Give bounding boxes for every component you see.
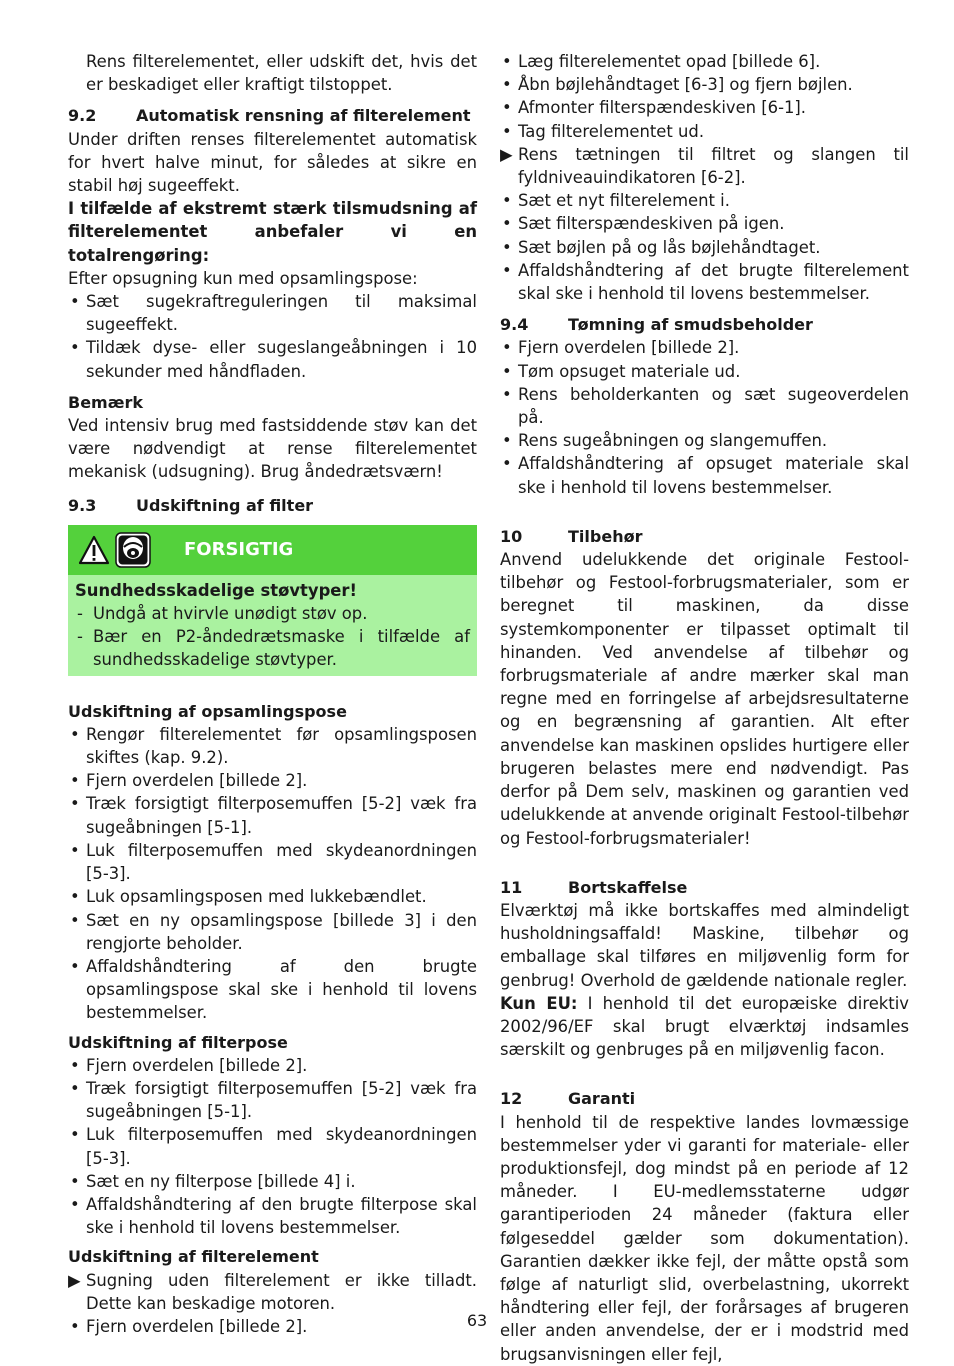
section-number: 12: [500, 1089, 523, 1109]
section-11-heading: [500, 876, 909, 899]
list-item: • Fjern overdelen [billede 2].: [68, 769, 477, 792]
caution-body: [68, 575, 477, 676]
section-title: Tilbehør: [568, 526, 643, 546]
section-title: Tømning af smudsbeholder: [568, 315, 813, 335]
arrow-item-text: Rens tætningen til filtret og slangen til fyldniveauindikatoren [6-2].: [518, 144, 909, 188]
note-paragraph: Ved intensiv brug med fastsiddende støv kan det være nødvendigt at rense filterelementet mekanisk (udsugning). Brug åndedrætsværn!: [68, 416, 477, 482]
section-11-eu-paragraph: [500, 992, 909, 1062]
section-9-3-heading: [68, 494, 477, 517]
list-item: • Sæt bøjlen på og lås bøjlehåndtaget.: [500, 236, 909, 259]
section-10-paragraph: Anvend udelukkende det originale Festool-tilbehør og Festool-forbrugsmaterialer, som er beregnet til maskinen, da disse systemkomponenter er tilpasset optimalt til hinanden. Ved anvendelse af tilbehør og forbrugsmateriale af andre mærker skal man regne med en forringelse af arbejdsresultaterne og en begrænsning af garantien. Alt efter anvendelse kan maskinen opslides hurtigere eller brugeren belastes mere end nødvendigt. Pas derfor på Dem selv, maskinen og garantien ved udelukkende at anvende originalt Festool-tilbehør og Festool-forbrugsmaterialer!: [500, 550, 909, 848]
list-item: • Tøm opsuget materiale ud.: [500, 360, 909, 383]
list-item: • Sæt filterspændeskiven på igen.: [500, 212, 909, 235]
caution-icons: [78, 531, 152, 569]
list-item: • Luk filterposemuffen med skydeanordningen [5-3].: [68, 1123, 477, 1169]
list-item: • Rengør filterelementet før opsamlingsposen skiftes (kap. 9.2).: [68, 723, 477, 769]
section-title: Bortskaffelse: [568, 877, 688, 897]
caution-label: FORSIGTIG: [184, 539, 294, 561]
eu-label: Kun EU:: [500, 993, 578, 1013]
arrow-item: [68, 1269, 477, 1315]
respirator-mask-icon: [114, 531, 152, 569]
caution-heading: Sundhedsskadelige støvtyper!: [75, 580, 357, 600]
list-item: • Sæt en ny filterpose [billede 4] i.: [68, 1170, 477, 1193]
intro-paragraph: Rens filterelementet, eller udskift det, hvis det er beskadiget eller kraftigt tilstoppet.: [86, 52, 477, 95]
list-item: • Tildæk dyse- eller sugeslangeåbningen i 10 sekunder med håndfladen.: [68, 336, 477, 382]
section-9-2-paragraph: Under driften renses filterelementet automatisk for hvert halve minut, for således at sikre en stabil høj sugeeffekt.: [68, 129, 477, 196]
caution-item: - Undgå at hvirvle unødigt støv op.: [75, 602, 470, 625]
list-item: • Sæt sugekraftreguleringen til maksimal sugeeffekt.: [68, 290, 477, 336]
right-column: [500, 50, 909, 1366]
section-9-4-heading: [500, 313, 909, 336]
list-item: • Fjern overdelen [billede 2].: [68, 1315, 477, 1338]
page-number: 63: [466, 1311, 488, 1330]
caution-banner: [68, 525, 477, 575]
section-number: 10: [500, 526, 523, 546]
section-9-2-bold-paragraph: I tilfælde af ekstremt stærk tilsmudsning af filterelementet anbefaler vi en totalrengøring:: [68, 199, 477, 265]
list-item: • Luk opsamlingsposen med lukkebændlet.: [68, 885, 477, 908]
section-number: 9.2: [68, 106, 97, 126]
list-item: • Fjern overdelen [billede 2].: [500, 336, 909, 359]
arrow-right-icon: ▶: [500, 144, 513, 164]
list-item: • Afmonter filterspændeskiven [6-1].: [500, 96, 909, 119]
list-item: • Tag filterelementet ud.: [500, 120, 909, 143]
caution-item: - Bær en P2-åndedrætsmaske i tilfælde af sundhedsskadelige støvtyper.: [75, 625, 470, 671]
arrow-right-icon: ▶: [68, 1270, 81, 1290]
section-11-paragraph: Elværktøj må ikke bortskaffes med almindeligt husholdningsaffald! Maskine, tilbehør og emballage skal tilføres en miljøvenlig form for genbrug! Overhold de gældende nationale regler.: [500, 900, 909, 990]
list-item: • Affaldshåndtering af den brugte opsamlingspose skal ske i henhold til lovens bestemmelser.: [68, 955, 477, 1025]
section-12-paragraph: I henhold til de respektive landes lovmæssige bestemmelser yder vi garanti for materiale- eller produktionsfejl, dog mindst på en periode af 12 måneder. I EU-medlemsstaterne udgør garantiperioden 24 måneder (faktura eller følgeseddel gælder som dokumentation). Garantien dækker ikke fejl, der måtte opstå som følge af naturligt slid, overbelastning, ukorrekt håndtering eller fejl, der forårsages af brugeren eller anden anvendelse, der er i modstrid med brugsanvisningen eller fejl,: [500, 1112, 909, 1364]
list-item: • Affaldshåndtering af det brugte filterelement skal ske i henhold til lovens bestemmelser.: [500, 259, 909, 305]
section-number: 9.3: [68, 495, 97, 515]
section-number: 11: [500, 877, 523, 897]
section-12-heading: [500, 1087, 909, 1110]
list-item: • Luk filterposemuffen med skydeanordningen [5-3].: [68, 839, 477, 885]
section-title: Garanti: [568, 1089, 636, 1109]
list-item: • Fjern overdelen [billede 2].: [68, 1054, 477, 1077]
list-item: • Affaldshåndtering af opsuget materiale skal ske i henhold til lovens bestemmelser.: [500, 452, 909, 498]
eu-text: I henhold til det europæiske direktiv 2002/96/EF skal brugt elværktøj indsamles særskilt og genbruges på en miljøvenlig facon.: [500, 993, 909, 1060]
left-column: [68, 50, 477, 1338]
list-item: • Affaldshåndtering af den brugte filterpose skal ske i henhold til lovens bestemmelser.: [68, 1193, 477, 1239]
warning-triangle-icon: [78, 534, 110, 566]
list-item: • Sæt et nyt filterelement i.: [500, 189, 909, 212]
section-10-heading: [500, 525, 909, 548]
list-item: • Sæt en ny opsamlingspose [billede 3] i den rengjorte beholder.: [68, 909, 477, 955]
section-title: Automatisk rensning af filterelement: [136, 106, 471, 126]
list-item: • Åbn bøjlehåndtaget [6-3] og fjern bøjlen.: [500, 73, 909, 96]
note-heading: Bemærk: [68, 392, 144, 412]
section-title: Udskiftning af filter: [136, 495, 314, 515]
bag-heading: Udskiftning af opsamlingspose: [68, 701, 347, 721]
filterbag-heading: Udskiftning af filterpose: [68, 1032, 288, 1052]
list-item: • Træk forsigtigt filterposemuffen [5-2] væk fra sugeåbningen [5-1].: [68, 792, 477, 838]
list-item: • Læg filterelementet opad [billede 6].: [500, 50, 909, 73]
section-9-2-heading: [68, 104, 477, 127]
arrow-item: [500, 143, 909, 189]
section-number: 9.4: [500, 315, 529, 335]
list-item: • Rens sugeåbningen og slangemuffen.: [500, 429, 909, 452]
list-item: • Træk forsigtigt filterposemuffen [5-2] væk fra sugeåbningen [5-1].: [68, 1077, 477, 1123]
element-heading: Udskiftning af filterelement: [68, 1247, 319, 1267]
section-9-2-paragraph-2: Efter opsugning kun med opsamlingspose:: [68, 268, 418, 288]
list-item: • Rens beholderkanten og sæt sugeoverdelen på.: [500, 383, 909, 429]
arrow-item-text: Sugning uden filterelement er ikke tilladt. Dette kan beskadige motoren.: [86, 1270, 477, 1313]
